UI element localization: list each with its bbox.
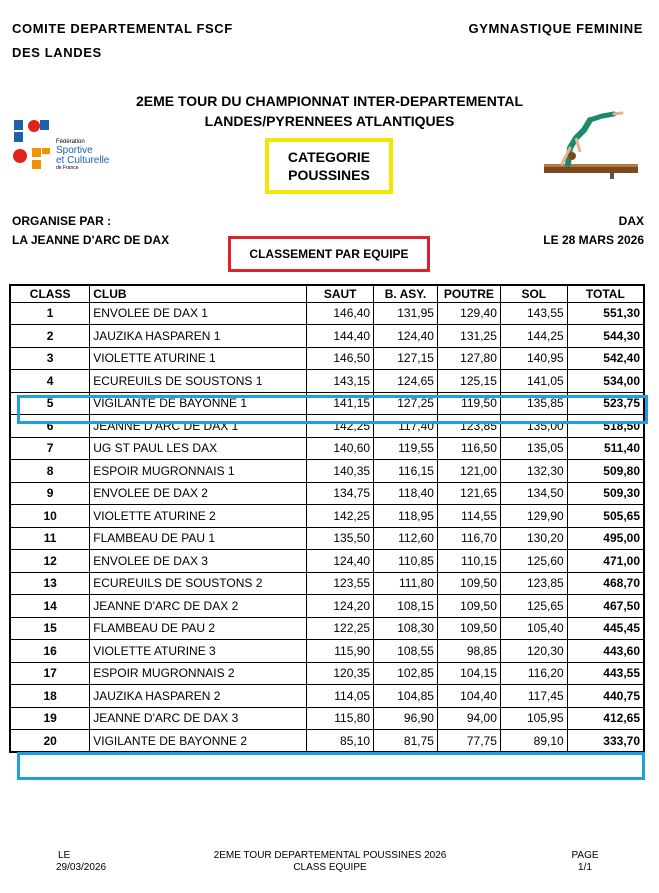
cell-basy: 127,15 [374, 347, 438, 370]
cell-saut: 144,40 [307, 325, 374, 348]
discipline: GYMNASTIQUE FEMININE [468, 21, 643, 36]
col-basy: B. ASY. [374, 285, 438, 302]
cell-poutre: 77,75 [437, 730, 500, 753]
cell-poutre: 114,55 [437, 505, 500, 528]
cell-class: 16 [10, 640, 90, 663]
cell-basy: 102,85 [374, 662, 438, 685]
footer-center-line1: 2EME TOUR DEPARTEMENTAL POUSSINES 2026 [213, 850, 447, 861]
table-row [10, 437, 644, 460]
cell-saut: 124,20 [307, 595, 374, 618]
footer-center-line2: CLASS EQUIPE [293, 862, 367, 873]
table-row [10, 595, 644, 618]
cell-class: 18 [10, 685, 90, 708]
cell-basy: 96,90 [374, 707, 438, 730]
cell-club: VIOLETTE ATURINE 1 [90, 347, 307, 370]
cell-total: 518,50 [567, 415, 644, 438]
table-row [10, 617, 644, 640]
table-row [10, 527, 644, 550]
cell-class: 8 [10, 460, 90, 483]
cell-total: 471,00 [567, 550, 644, 573]
cell-class: 4 [10, 370, 90, 393]
footer-le-date: 29/03/2026 [56, 862, 107, 873]
table-row [10, 325, 644, 348]
cell-basy: 124,65 [374, 370, 438, 393]
cell-saut: 140,35 [307, 460, 374, 483]
cell-total: 467,50 [567, 595, 644, 618]
cell-poutre: 116,50 [437, 437, 500, 460]
cell-sol: 120,30 [500, 640, 567, 663]
cell-basy: 118,95 [374, 505, 438, 528]
cell-total: 468,70 [567, 572, 644, 595]
cell-total: 542,40 [567, 347, 644, 370]
org-name-line1: COMITE DEPARTEMENTAL FSCF [12, 21, 233, 36]
cell-poutre: 127,80 [437, 347, 500, 370]
cell-sol: 132,30 [500, 460, 567, 483]
cell-club: ENVOLEE DE DAX 2 [90, 482, 307, 505]
cell-club: ECUREUILS DE SOUSTONS 2 [90, 572, 307, 595]
ranking-title-box [228, 236, 430, 272]
org-name-line2: DES LANDES [12, 45, 102, 60]
fscf-logo-icon [12, 118, 54, 174]
col-saut: SAUT [307, 285, 374, 302]
table-row [10, 572, 644, 595]
cell-total: 333,70 [567, 730, 644, 753]
cell-class: 11 [10, 527, 90, 550]
cell-total: 443,60 [567, 640, 644, 663]
cell-total: 509,30 [567, 482, 644, 505]
cell-saut: 134,75 [307, 482, 374, 505]
cell-poutre: 125,15 [437, 370, 500, 393]
cell-saut: 146,40 [307, 302, 374, 325]
event-date: LE 28 MARS 2026 [543, 233, 644, 247]
cell-basy: 124,40 [374, 325, 438, 348]
cell-class: 5 [10, 392, 90, 415]
cell-club: VIGILANTE DE BAYONNE 2 [90, 730, 307, 753]
highlight-row-5 [17, 395, 648, 424]
cell-sol: 89,10 [500, 730, 567, 753]
cell-total: 511,40 [567, 437, 644, 460]
cell-basy: 110,85 [374, 550, 438, 573]
cell-class: 9 [10, 482, 90, 505]
cell-poutre: 129,40 [437, 302, 500, 325]
logo-text-3: et Culturelle [56, 155, 110, 166]
cell-club: UG ST PAUL LES DAX [90, 437, 307, 460]
cell-sol: 123,85 [500, 572, 567, 595]
footer-left [40, 850, 107, 874]
footer-right [555, 850, 615, 874]
cell-saut: 143,15 [307, 370, 374, 393]
cell-total: 534,00 [567, 370, 644, 393]
cell-saut: 114,05 [307, 685, 374, 708]
cell-class: 15 [10, 617, 90, 640]
table-row [10, 550, 644, 573]
cell-club: FLAMBEAU DE PAU 1 [90, 527, 307, 550]
table-row [10, 640, 644, 663]
footer-page-value: 1/1 [578, 862, 592, 873]
cell-sol: 125,65 [500, 595, 567, 618]
cell-poutre: 94,00 [437, 707, 500, 730]
ranking-title: CLASSEMENT PAR EQUIPE [249, 247, 409, 261]
cell-class: 12 [10, 550, 90, 573]
cell-club: JEANNE D'ARC DE DAX 2 [90, 595, 307, 618]
cell-club: ECUREUILS DE SOUSTONS 1 [90, 370, 307, 393]
cell-poutre: 121,00 [437, 460, 500, 483]
fscf-logo [12, 118, 122, 174]
col-class: CLASS [10, 285, 90, 302]
cell-poutre: 104,40 [437, 685, 500, 708]
table-row [10, 505, 644, 528]
cell-poutre: 123,85 [437, 415, 500, 438]
cell-saut: 141,15 [307, 392, 374, 415]
cell-club: ENVOLEE DE DAX 3 [90, 550, 307, 573]
table-row [10, 347, 644, 370]
cell-basy: 117,40 [374, 415, 438, 438]
table-header-row [10, 285, 644, 302]
cell-sol: 134,50 [500, 482, 567, 505]
cell-poutre: 116,70 [437, 527, 500, 550]
cell-saut: 140,60 [307, 437, 374, 460]
cell-club: FLAMBEAU DE PAU 2 [90, 617, 307, 640]
cell-class: 6 [10, 415, 90, 438]
cell-sol: 105,40 [500, 617, 567, 640]
cell-saut: 124,40 [307, 550, 374, 573]
cell-total: 505,65 [567, 505, 644, 528]
cell-total: 509,80 [567, 460, 644, 483]
cell-sol: 135,05 [500, 437, 567, 460]
table-row [10, 370, 644, 393]
cell-class: 2 [10, 325, 90, 348]
table-row [10, 460, 644, 483]
event-city: DAX [618, 214, 644, 228]
cell-basy: 127,25 [374, 392, 438, 415]
cell-basy: 81,75 [374, 730, 438, 753]
cell-saut: 142,25 [307, 415, 374, 438]
cell-class: 19 [10, 707, 90, 730]
cell-club: ESPOIR MUGRONNAIS 2 [90, 662, 307, 685]
cell-poutre: 131,25 [437, 325, 500, 348]
cell-basy: 108,55 [374, 640, 438, 663]
cell-class: 3 [10, 347, 90, 370]
cell-basy: 112,60 [374, 527, 438, 550]
logo-text-2: Sportive [56, 145, 93, 156]
col-poutre: POUTRE [437, 285, 500, 302]
table-row [10, 302, 644, 325]
cell-club: VIOLETTE ATURINE 3 [90, 640, 307, 663]
category-box [265, 138, 393, 194]
cell-total: 440,75 [567, 685, 644, 708]
table-row [10, 482, 644, 505]
cell-basy: 116,15 [374, 460, 438, 483]
cell-saut: 120,35 [307, 662, 374, 685]
category-label: CATEGORIE [287, 149, 371, 165]
cell-poutre: 119,50 [437, 392, 500, 415]
cell-basy: 104,85 [374, 685, 438, 708]
cell-club: JEANNE D'ARC DE DAX 3 [90, 707, 307, 730]
cell-sol: 140,95 [500, 347, 567, 370]
table-row [10, 707, 644, 730]
logo-text-1: Fédération [56, 139, 85, 145]
cell-class: 17 [10, 662, 90, 685]
logo-text-4: de France [56, 165, 79, 171]
event-title-line2: LANDES/PYRENNEES ATLANTIQUES [204, 113, 455, 129]
cell-basy: 118,40 [374, 482, 438, 505]
gymnast-beam-icon [540, 108, 640, 180]
category-value: POUSSINES [288, 167, 370, 183]
cell-club: ENVOLEE DE DAX 1 [90, 302, 307, 325]
cell-sol: 116,20 [500, 662, 567, 685]
cell-saut: 146,50 [307, 347, 374, 370]
cell-poutre: 109,50 [437, 595, 500, 618]
cell-basy: 131,95 [374, 302, 438, 325]
cell-total: 412,65 [567, 707, 644, 730]
cell-club: VIOLETTE ATURINE 2 [90, 505, 307, 528]
cell-total: 551,30 [567, 302, 644, 325]
table-row [10, 730, 644, 753]
cell-club: ESPOIR MUGRONNAIS 1 [90, 460, 307, 483]
cell-sol: 129,90 [500, 505, 567, 528]
cell-sol: 144,25 [500, 325, 567, 348]
ranking-table [9, 284, 645, 753]
cell-total: 443,55 [567, 662, 644, 685]
cell-sol: 125,60 [500, 550, 567, 573]
cell-poutre: 121,65 [437, 482, 500, 505]
cell-club: VIGILANTE DE BAYONNE 1 [90, 392, 307, 415]
cell-club: JAUZIKA HASPAREN 1 [90, 325, 307, 348]
col-total: TOTAL [567, 285, 644, 302]
cell-club: JAUZIKA HASPAREN 2 [90, 685, 307, 708]
cell-saut: 135,50 [307, 527, 374, 550]
cell-total: 544,30 [567, 325, 644, 348]
cell-saut: 123,55 [307, 572, 374, 595]
cell-basy: 111,80 [374, 572, 438, 595]
cell-saut: 85,10 [307, 730, 374, 753]
cell-total: 495,00 [567, 527, 644, 550]
cell-sol: 143,55 [500, 302, 567, 325]
cell-class: 13 [10, 572, 90, 595]
cell-saut: 115,80 [307, 707, 374, 730]
cell-class: 14 [10, 595, 90, 618]
cell-sol: 141,05 [500, 370, 567, 393]
cell-total: 445,45 [567, 617, 644, 640]
footer-page-label: PAGE [571, 850, 599, 861]
cell-poutre: 109,50 [437, 617, 500, 640]
col-club: CLUB [90, 285, 307, 302]
cell-basy: 108,15 [374, 595, 438, 618]
cell-poutre: 104,15 [437, 662, 500, 685]
cell-total: 523,75 [567, 392, 644, 415]
cell-basy: 119,55 [374, 437, 438, 460]
col-sol: SOL [500, 285, 567, 302]
cell-poutre: 98,85 [437, 640, 500, 663]
cell-sol: 135,85 [500, 392, 567, 415]
table-row [10, 662, 644, 685]
cell-poutre: 110,15 [437, 550, 500, 573]
organiser-label: ORGANISE PAR : [12, 214, 112, 228]
cell-saut: 122,25 [307, 617, 374, 640]
cell-sol: 105,95 [500, 707, 567, 730]
cell-sol: 117,45 [500, 685, 567, 708]
cell-basy: 108,30 [374, 617, 438, 640]
highlight-row-20 [17, 752, 645, 780]
event-title-line1: 2EME TOUR DU CHAMPIONNAT INTER-DEPARTEMENTAL [135, 93, 524, 109]
cell-saut: 115,90 [307, 640, 374, 663]
cell-class: 20 [10, 730, 90, 753]
cell-sol: 135,00 [500, 415, 567, 438]
footer-center [170, 850, 490, 874]
cell-class: 7 [10, 437, 90, 460]
cell-class: 1 [10, 302, 90, 325]
cell-saut: 142,25 [307, 505, 374, 528]
cell-class: 10 [10, 505, 90, 528]
table-row [10, 685, 644, 708]
organiser-name: LA JEANNE D'ARC DE DAX [12, 233, 170, 247]
cell-club: JEANNE D'ARC DE DAX 1 [90, 415, 307, 438]
cell-poutre: 109,50 [437, 572, 500, 595]
cell-sol: 130,20 [500, 527, 567, 550]
footer-le-label: LE [58, 850, 71, 861]
